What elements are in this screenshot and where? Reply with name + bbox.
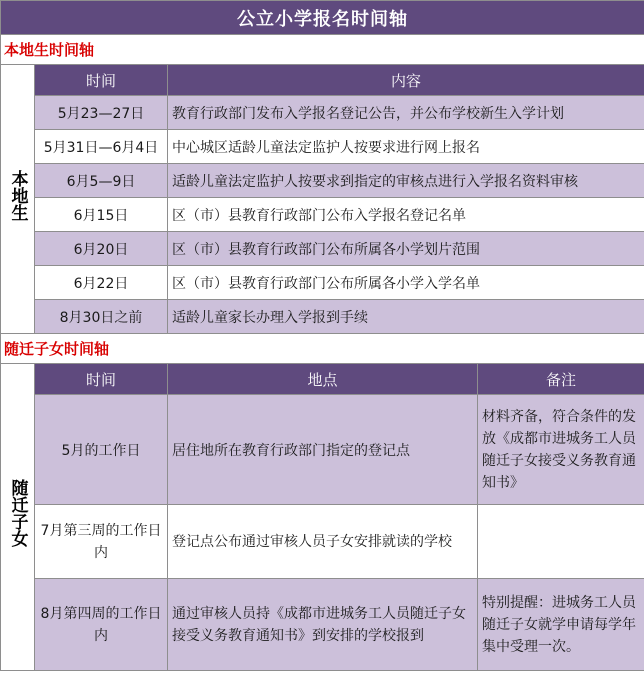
table-row xyxy=(1,300,644,334)
table-row xyxy=(1,505,644,579)
migrant-header-time: 时间 xyxy=(35,364,168,395)
table-row xyxy=(1,395,644,505)
table-row xyxy=(1,198,644,232)
local-row-content: 区（市）县教育行政部门公布所属各小学划片范围 xyxy=(168,232,644,266)
local-row-content: 区（市）县教育行政部门公布入学报名登记名单 xyxy=(168,198,644,232)
local-row-time: 6月20日 xyxy=(35,232,168,266)
local-row-time: 5月23—27日 xyxy=(35,96,168,130)
migrant-row-time: 5月的工作日 xyxy=(35,395,168,505)
page-title: 公立小学报名时间轴 xyxy=(1,1,644,35)
table-row xyxy=(1,130,644,164)
local-row-content: 教育行政部门发布入学报名登记公告，并公布学校新生入学计划 xyxy=(168,96,644,130)
table-row xyxy=(1,96,644,130)
migrant-row-note: 材料齐备，符合条件的发放《成都市进城务工人员随迁子女接受义务教育通知书》 xyxy=(478,395,644,505)
local-header-content: 内容 xyxy=(168,65,644,96)
local-row-time: 8月30日之前 xyxy=(35,300,168,334)
local-header-time: 时间 xyxy=(35,65,168,96)
local-row-content: 适龄儿童法定监护人按要求到指定的审核点进行入学报名资料审核 xyxy=(168,164,644,198)
table-row xyxy=(1,232,644,266)
migrant-row-note: 特别提醒：进城务工人员随迁子女就学申请每学年集中受理一次。 xyxy=(478,579,644,671)
migrant-row-place: 居住地所在教育行政部门指定的登记点 xyxy=(168,395,478,505)
local-section-title: 本地生时间轴 xyxy=(1,35,644,65)
local-side-label: 本地生 xyxy=(1,65,35,334)
table-row xyxy=(1,164,644,198)
local-row-content: 区（市）县教育行政部门公布所属各小学入学名单 xyxy=(168,266,644,300)
migrant-side-label: 随迁子女 xyxy=(1,364,35,671)
migrant-row-note xyxy=(478,505,644,579)
table-row xyxy=(1,579,644,671)
local-row-time: 6月5—9日 xyxy=(35,164,168,198)
local-row-content: 中心城区适龄儿童法定监护人按要求进行网上报名 xyxy=(168,130,644,164)
migrant-row-place: 通过审核人员持《成都市进城务工人员随迁子女接受义务教育通知书》到安排的学校报到 xyxy=(168,579,478,671)
migrant-header-note: 备注 xyxy=(478,364,644,395)
migrant-row-time: 7月第三周的工作日内 xyxy=(35,505,168,579)
local-row-content: 适龄儿童家长办理入学报到手续 xyxy=(168,300,644,334)
migrant-row-place: 登记点公布通过审核人员子女安排就读的学校 xyxy=(168,505,478,579)
local-row-time: 5月31日—6月4日 xyxy=(35,130,168,164)
local-row-time: 6月22日 xyxy=(35,266,168,300)
migrant-header-place: 地点 xyxy=(168,364,478,395)
migrant-section-title: 随迁子女时间轴 xyxy=(1,334,644,364)
table-row xyxy=(1,266,644,300)
migrant-row-time: 8月第四周的工作日内 xyxy=(35,579,168,671)
local-row-time: 6月15日 xyxy=(35,198,168,232)
